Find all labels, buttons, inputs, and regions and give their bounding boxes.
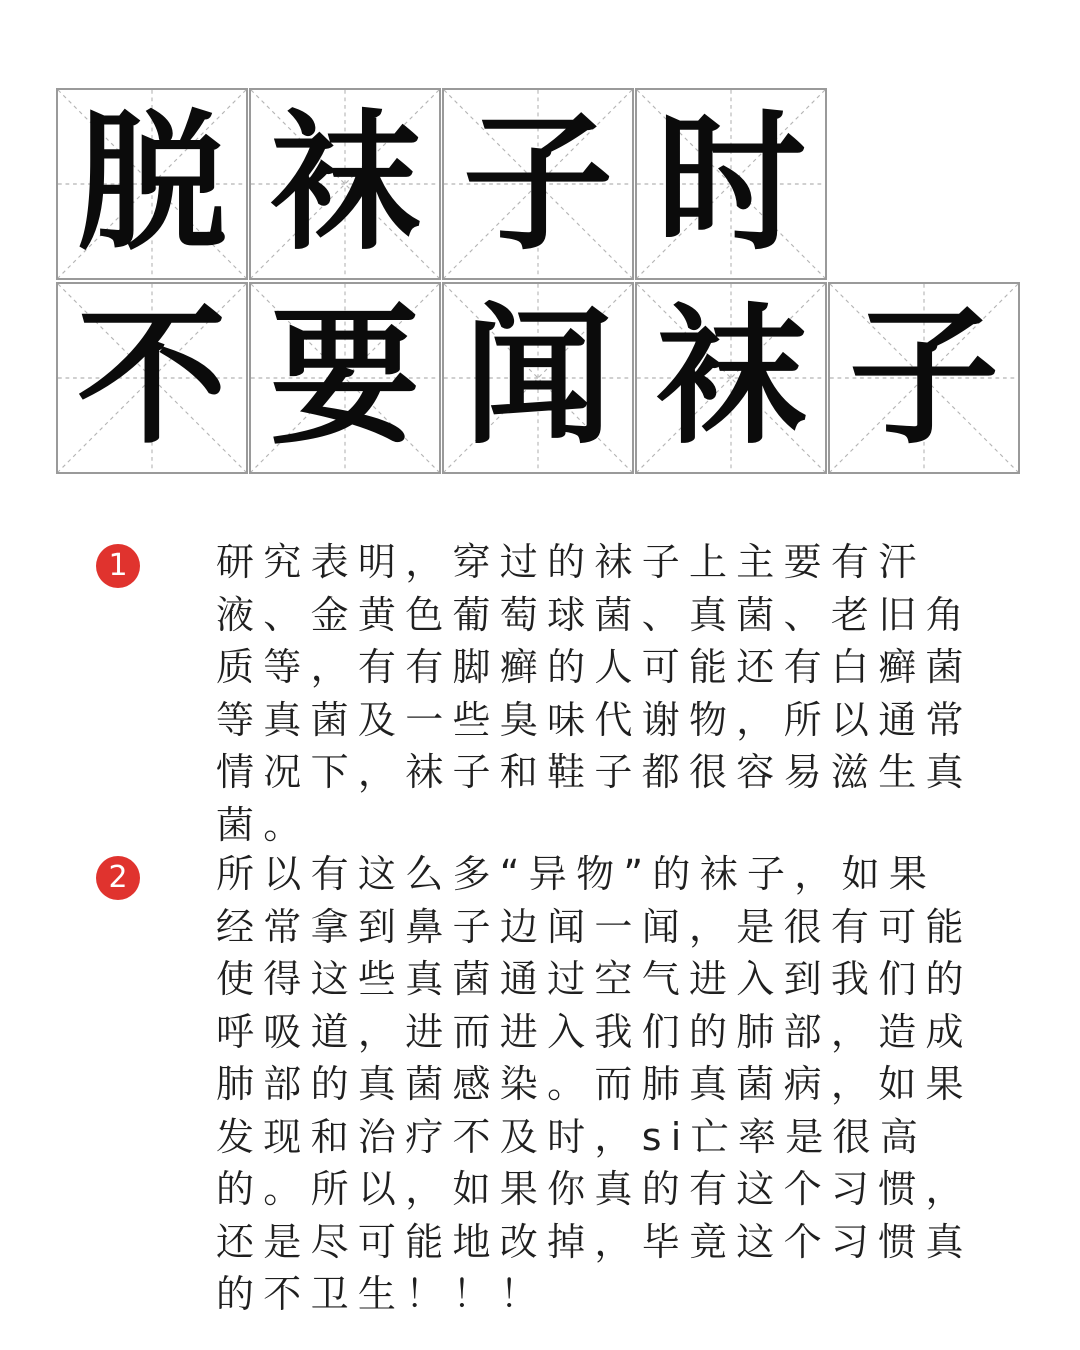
title-row-2 [56,282,1021,474]
point-text: 所以有这么多“异物”的袜子，如果经常拿到鼻子边闻一闻，是很有可能使得这些真菌通过空气进入到我们的呼吸道，进而进入我们的肺部，造成肺部的真菌感染。而肺真菌病，如果发现和治疗不及时，si亡率是很高的。所以，如果你真的有这个习惯，还是尽可能地改掉，毕竟这个习惯真的不卫生！！！ [216,852,973,1316]
title-cell [635,282,827,474]
title-cell [635,88,827,280]
title-cell [56,282,248,474]
title-char: 脱 [76,97,227,271]
title-row-1 [56,88,828,280]
title-char: 子 [848,291,999,465]
title-char: 子 [462,97,613,271]
title-cell [56,88,248,280]
point-text: 研究表明，穿过的袜子上主要有汗液、金黄色葡萄球菌、真菌、老旧角质等，有有脚癣的人可能还有白癣菌等真菌及一些臭味代谢物，所以通常情况下，袜子和鞋子都很容易滋生真菌。 [216,540,973,847]
title-char: 袜 [655,291,806,465]
title-char: 袜 [269,97,420,271]
title-char: 不 [76,291,227,465]
title-cell [442,88,634,280]
title-cell [828,282,1020,474]
number-badge: 1 [96,544,140,588]
title-char: 要 [269,291,420,465]
title-cell [442,282,634,474]
title-grid [56,88,1022,476]
title-cell [249,88,441,280]
title-cell [249,282,441,474]
number-badge: 2 [96,856,140,900]
title-char: 闻 [462,291,613,465]
title-char: 时 [655,97,806,271]
